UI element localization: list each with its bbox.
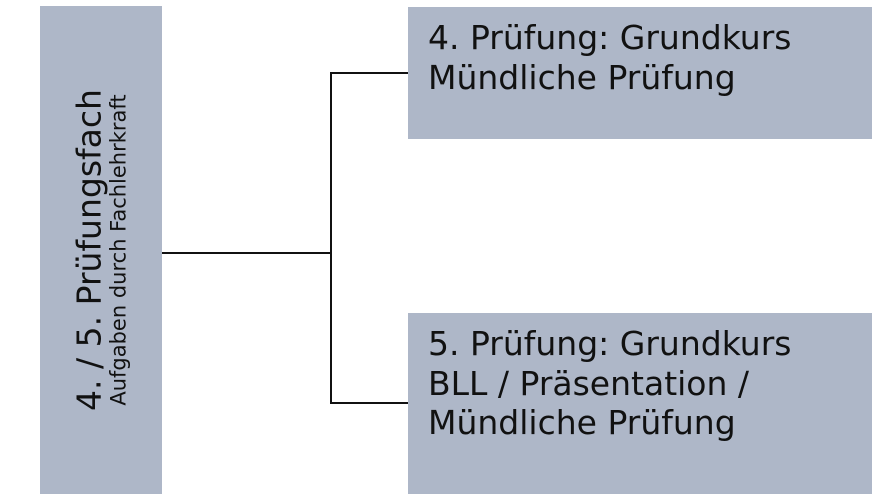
main-subject-subtitle: Aufgaben durch Fachlehrkraft (106, 94, 131, 406)
main-subject-box (40, 6, 162, 494)
connector-vertical (330, 72, 332, 404)
exam-5-box (408, 313, 872, 494)
connector-to-exam-5 (330, 402, 408, 404)
exam-4-line-1: 4. Prüfung: Grundkurs (428, 18, 792, 57)
exam-5-line-1: 5. Prüfung: Grundkurs (428, 324, 792, 363)
exam-4-line-2: Mündliche Prüfung (428, 57, 736, 97)
connector-from-main (162, 252, 330, 254)
main-subject-title: 4. / 5. Prüfungsfach (69, 89, 109, 411)
exam-4-box (408, 7, 872, 139)
main-subject-text (69, 10, 131, 490)
connector-to-exam-4 (330, 72, 408, 74)
exam-5-line-2: BLL / Präsentation / (428, 363, 750, 403)
exam-5-line-3: Mündliche Prüfung (428, 403, 736, 443)
